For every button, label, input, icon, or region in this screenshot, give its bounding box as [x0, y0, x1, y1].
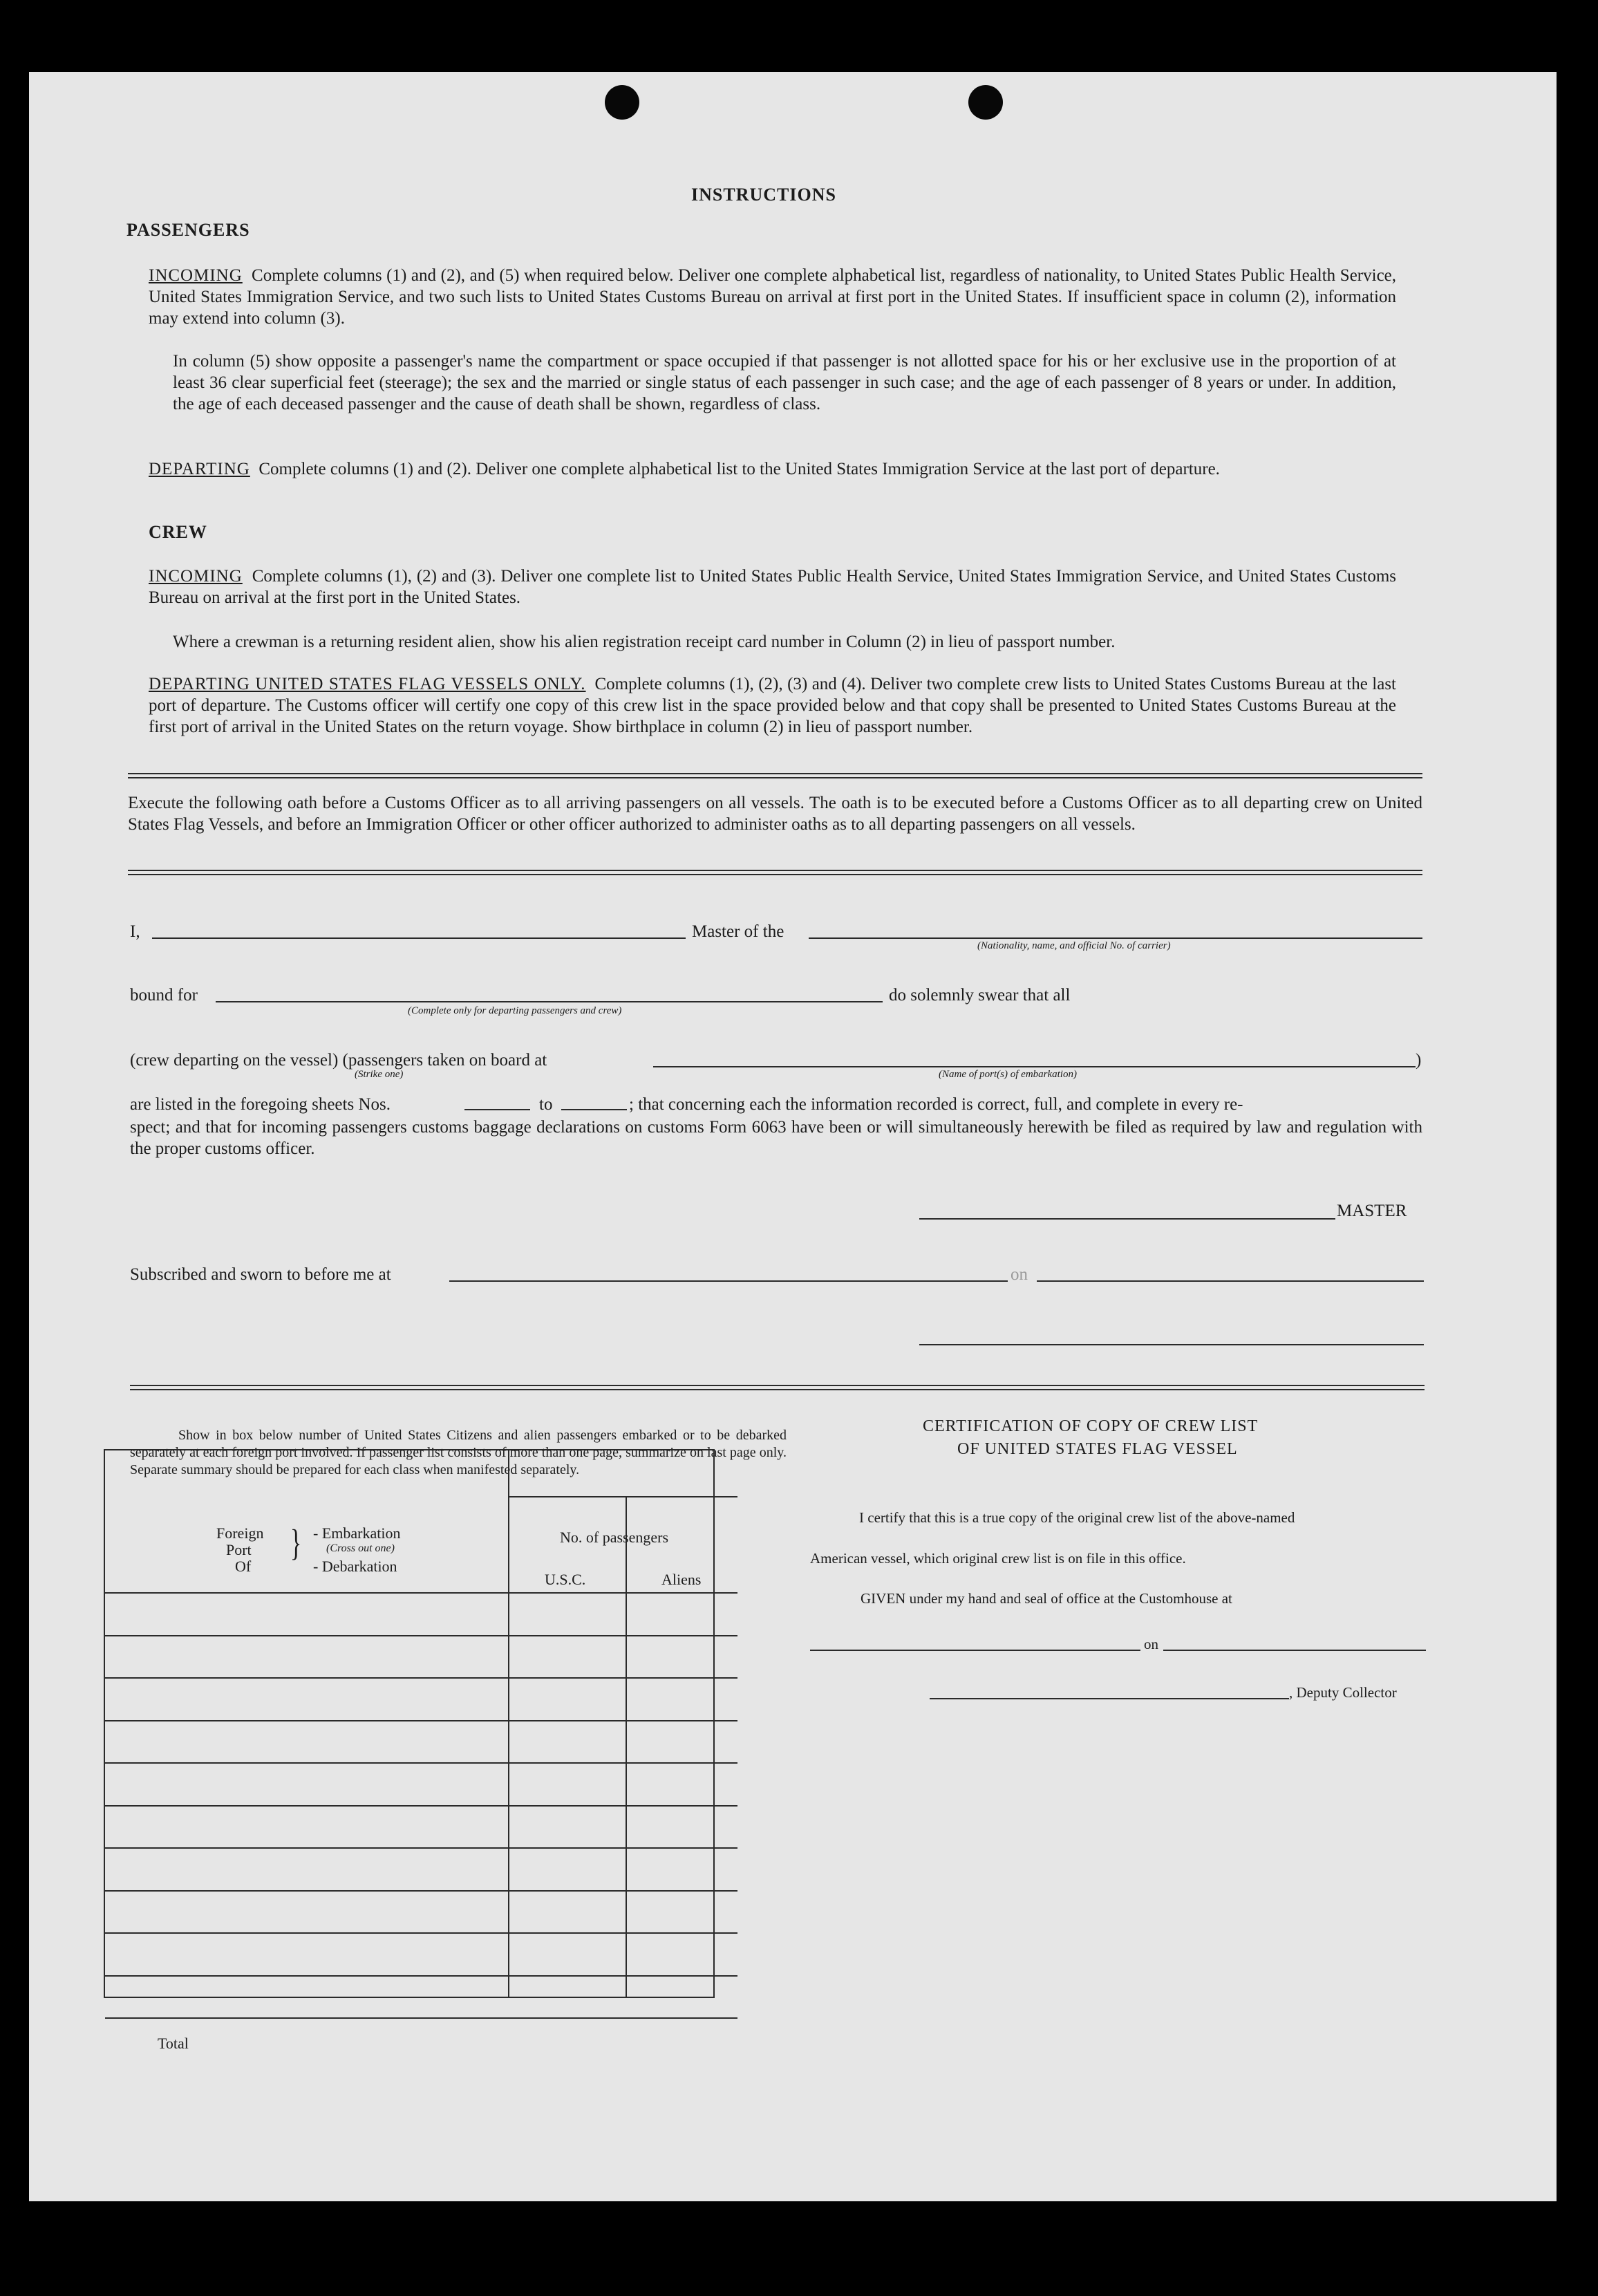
departing-passengers-instruction: DEPARTING Complete columns (1) and (2). Deliver one complete alphabetical list to the United States Immigration Service at the last port of departure. [149, 460, 1220, 478]
sheets-to-label: to [539, 1095, 553, 1114]
bound-for-hint: (Complete only for departing passengers and crew) [408, 1005, 622, 1016]
bound-for-field[interactable] [216, 1001, 883, 1002]
column-divider [626, 1496, 627, 1997]
table-row[interactable] [105, 1932, 737, 1934]
header-divider [508, 1496, 737, 1497]
divider [128, 870, 1422, 875]
departing-label: DEPARTING [149, 460, 250, 478]
punch-hole [968, 85, 1003, 120]
cross-out-hint: (Cross out one) [326, 1542, 395, 1554]
table-row[interactable] [105, 1677, 737, 1679]
certification-title: CERTIFICATION OF COPY OF CREW LIST [923, 1417, 1259, 1435]
deputy-collector-label: , Deputy Collector [1289, 1684, 1397, 1701]
instructions-title: INSTRUCTIONS [691, 185, 836, 205]
passengers-heading: PASSENGERS [126, 220, 250, 240]
table-row[interactable] [105, 1975, 737, 1977]
sworn-place-field[interactable] [449, 1280, 1008, 1282]
sheets-label: are listed in the foregoing sheets Nos. [130, 1095, 391, 1114]
certification-date-field[interactable] [1163, 1650, 1426, 1651]
american-vessel-text: American vessel, which original crew list is on file in this office. [810, 1550, 1186, 1567]
debarkation-label: - Debarkation [313, 1558, 397, 1575]
divider [130, 1385, 1425, 1390]
carrier-field[interactable] [809, 937, 1422, 939]
foreign-label: Foreign [216, 1524, 264, 1542]
bound-for-label: bound for [130, 986, 198, 1005]
aliens-header: Aliens [661, 1571, 702, 1588]
summary-note: Show in box below number of United States Citizens and alien passengers embarked or to be debarked separately at each foreign port involved. If passenger list consists of more than one page, summarize on last page only. Separate summary should be prepared for each class when manifested separately. [130, 1428, 787, 1477]
usc-header: U.S.C. [545, 1571, 586, 1588]
carrier-hint: (Nationality, name, and official No. of carrier) [977, 940, 1171, 951]
oath-intro: Execute the following oath before a Customs Officer as to all arriving passengers on all vessels. The oath is to be executed before a Customs Officer as to all departing crew on United States Flag Vessels, and before an Immigration Officer or other officer authorized to administer oaths as to all departing passengers on all vessels. [128, 794, 1422, 834]
oath-statement: spect; and that for incoming passengers customs baggage declarations on customs Form 6063 have been or will simultaneously herewith be filed as required by law and regulation with the proper customs officer. [130, 1118, 1422, 1158]
incoming-crew-instruction: INCOMING Complete columns (1), (2) and (3). Deliver one complete list to United States Public Health Service, United States Immigration Service, and United States Customs Bureau on arrival at the first port in the United States. [149, 567, 1397, 607]
close-paren: ) [1416, 1051, 1422, 1070]
incoming-passengers-instruction: INCOMING Complete columns (1) and (2), and (5) when required below. Deliver one complete alphabetical list, regardless of nationality, to United States Public Health Service, United States Immigration Service, and two such lists to United States Customs Bureau on arrival at first port in the United States. If insufficient space in column (2), information may extend into column (3). [149, 266, 1397, 328]
table-row[interactable] [105, 1592, 737, 1594]
i-label: I, [130, 922, 140, 941]
crew-incoming-label: INCOMING [149, 567, 243, 586]
given-text: GIVEN under my hand and seal of office at the Customhouse at [861, 1590, 1232, 1607]
master-label: MASTER [1337, 1202, 1407, 1220]
certify-text: I certify that this is a true copy of the original crew list of the above-named [859, 1509, 1295, 1526]
customhouse-field[interactable] [810, 1650, 1140, 1651]
deputy-signature-field[interactable] [930, 1698, 1289, 1699]
brace: } [290, 1523, 302, 1565]
embarkation-port-field[interactable] [653, 1066, 1416, 1067]
sheets-text: ; that concerning each the information recorded is correct, full, and complete in every re- [629, 1095, 1243, 1114]
column-divider [508, 1450, 509, 1997]
officer-signature-field[interactable] [919, 1344, 1424, 1345]
swear-text: do solemnly swear that all [889, 986, 1071, 1005]
sheet-from-field[interactable] [464, 1109, 530, 1110]
flag-vessels-instruction: DEPARTING UNITED STATES FLAG VESSELS ONLY. Complete columns (1), (2), (3) and (4). Deliver two complete crew lists to United States Customs Bureau at the last port of departure. The Customs officer will certify one copy of this crew list in the space provided below and that copy shall be presented to United States Customs Bureau at the first port of arrival in the United States on the return voyage. Show birthplace in column (2) in lieu of passport number. [149, 675, 1396, 736]
total-label: Total [158, 2035, 189, 2052]
certification-on-label: on [1144, 1636, 1158, 1652]
crewman-instruction: Where a crewman is a returning resident alien, show his alien registration receipt card number in Column (2) in lieu of passport number. [173, 633, 1116, 651]
sworn-on-label: on [1010, 1265, 1028, 1284]
embarkation-port-hint: (Name of port(s) of embarkation) [939, 1069, 1077, 1080]
sheet-to-field[interactable] [561, 1109, 627, 1110]
table-row[interactable] [105, 1805, 737, 1807]
master-name-field[interactable] [152, 937, 686, 939]
port-label: Port [226, 1541, 252, 1558]
crew-heading: CREW [149, 522, 207, 542]
table-row[interactable] [105, 1890, 737, 1892]
column5-instruction: In column (5) show opposite a passenger's name the compartment or space occupied if that passenger is not allotted space for his or her exclusive use in the proportion of at least 36 clear superficial feet (steerage); the sex and the married or single status of each passenger in such case; and the age of each passenger of 8 years or under. In addition, the age of each deceased passenger and the cause of death shall be shown, regardless of class. [173, 352, 1396, 413]
table-row[interactable] [105, 1635, 737, 1636]
no-passengers-header: No. of passengers [560, 1529, 669, 1546]
table-row[interactable] [105, 1762, 737, 1764]
crew-departing-text: (crew departing on the vessel) (passengers taken on board at [130, 1051, 547, 1070]
embarkation-label: - Embarkation [313, 1524, 401, 1542]
master-signature-field[interactable] [919, 1218, 1335, 1220]
sworn-date-field[interactable] [1037, 1280, 1424, 1282]
certification-subtitle: OF UNITED STATES FLAG VESSEL [957, 1440, 1238, 1458]
of-label: Of [235, 1558, 252, 1575]
master-of-the-label: Master of the [692, 922, 784, 941]
table-row[interactable] [105, 1720, 737, 1721]
flag-vessels-label: DEPARTING UNITED STATES FLAG VESSELS ONLY. [149, 675, 586, 693]
table-row[interactable] [105, 2017, 737, 2019]
subscribed-label: Subscribed and sworn to before me at [130, 1265, 391, 1284]
divider [128, 773, 1422, 778]
punch-hole [605, 85, 639, 120]
table-row[interactable] [105, 1847, 737, 1849]
incoming-label: INCOMING [149, 266, 243, 285]
strike-one-hint: (Strike one) [355, 1069, 404, 1080]
